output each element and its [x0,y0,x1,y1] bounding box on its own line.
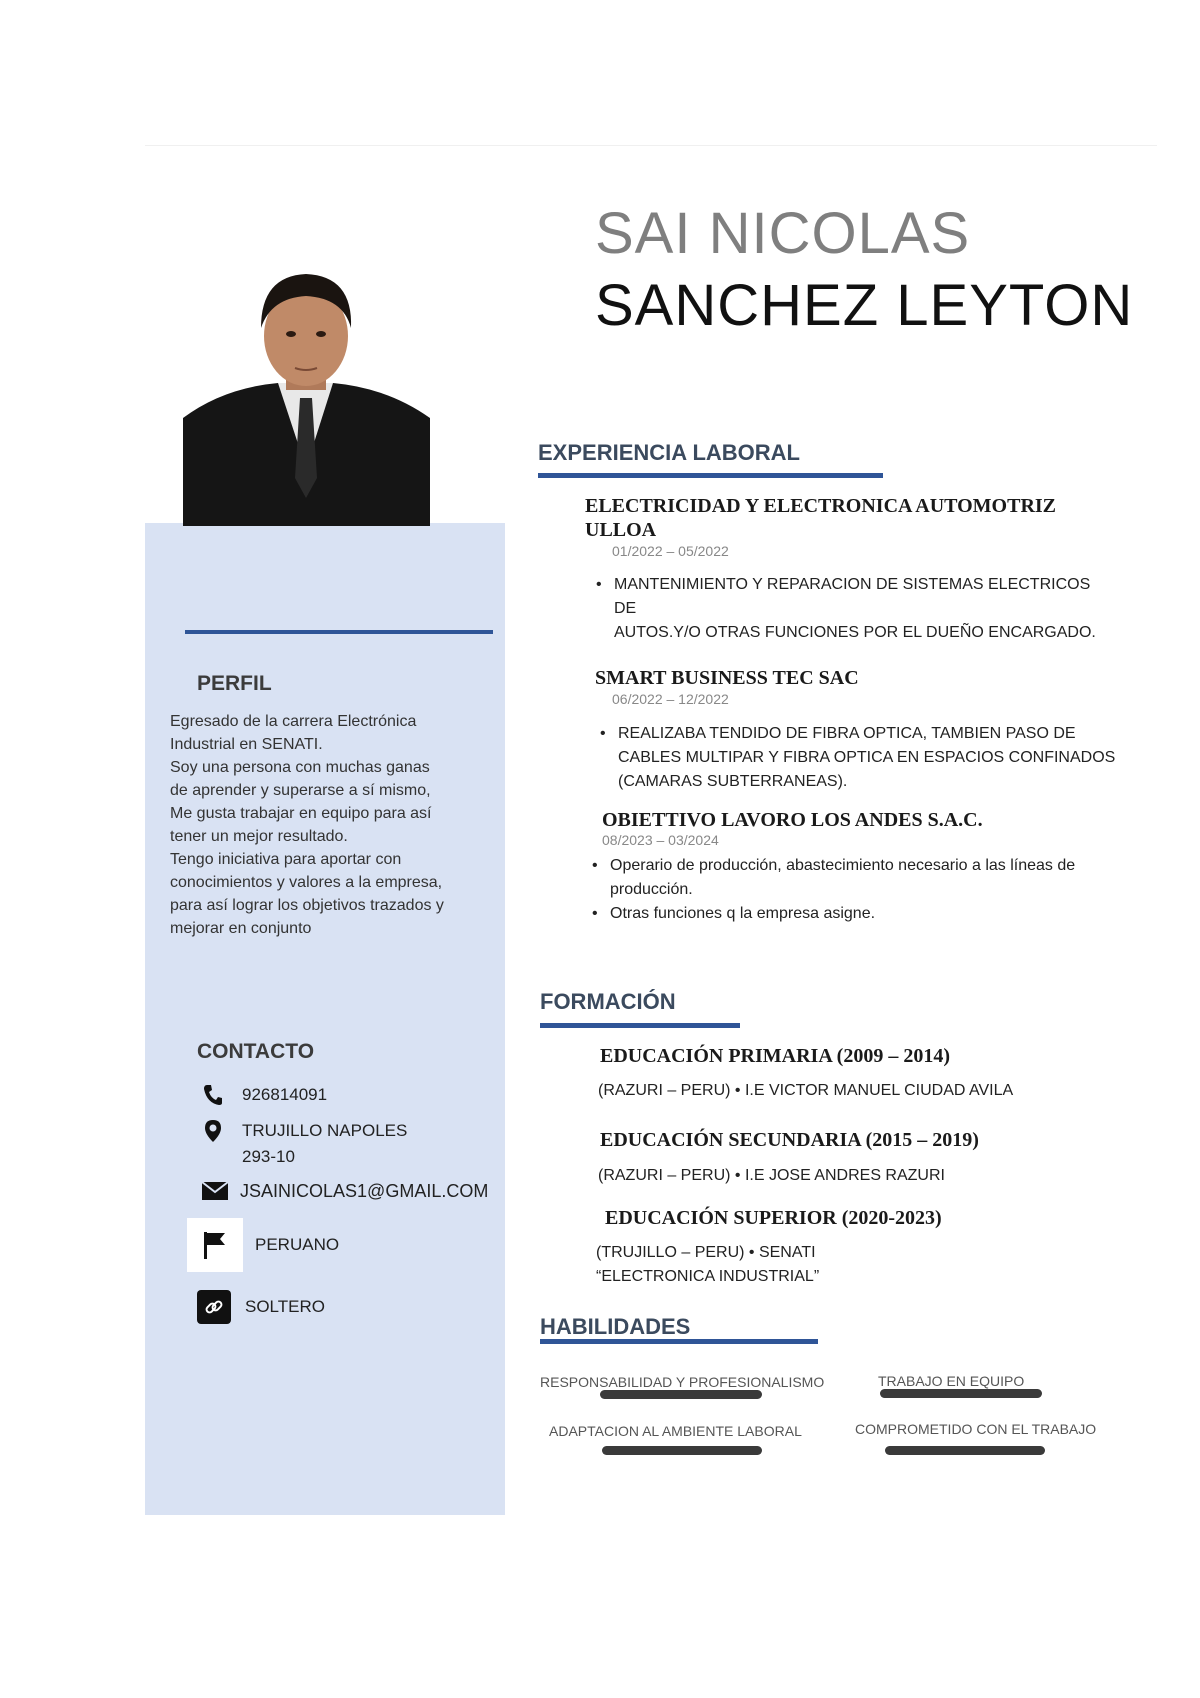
address-line: TRUJILLO NAPOLES [242,1121,408,1140]
first-name: SAI NICOLAS [595,201,971,266]
location-pin-icon [200,1118,226,1144]
job-company [585,494,1105,542]
education-title: EDUCACIÓN PRIMARIA (2009 – 2014) [600,1045,950,1067]
education-detail: (RAZURI – PERU) • I.E VICTOR MANUEL CIUDAD AVILA [598,1082,1014,1099]
list-item [588,854,1128,902]
job-bullets [588,854,1128,926]
skill-label: COMPROMETIDO CON EL TRABAJO [855,1421,1097,1437]
experience-heading: EXPERIENCIA LABORAL [538,440,800,465]
flag-icon [187,1218,243,1272]
phone-icon [200,1082,226,1108]
contact-phone [200,1082,327,1108]
email[interactable]: JSAINICOLAS1@GMAIL.COM [240,1181,489,1201]
address [242,1118,407,1170]
skill-label: ADAPTACION AL AMBIENTE LABORAL [549,1423,802,1439]
contact-civil-status [197,1290,325,1324]
education-underline [540,1023,740,1028]
job-company: OBIETTIVO LAVORO LOS ANDES S.A.C. [602,809,983,831]
contact-address [200,1118,407,1170]
skill-bar [600,1390,762,1399]
perfil-heading: PERFIL [197,672,272,695]
envelope-icon [200,1178,230,1204]
education-detail: (RAZURI – PERU) • I.E JOSE ANDRES RAZURI [598,1167,945,1184]
contact-email [200,1178,488,1204]
nationality: PERUANO [255,1235,340,1254]
perfil-line: Me gusta trabajar en equipo para así [170,805,432,822]
experience-underline [538,473,883,478]
last-name: SANCHEZ LEYTON [595,273,1134,338]
bullet-line: (CAMARAS SUBTERRANEAS). [618,773,848,790]
link-icon [197,1290,231,1324]
company-line: ELECTRICIDAD Y ELECTRONICA AUTOMOTRIZ [585,495,1057,517]
perfil-line: mejorar en conjunto [170,920,312,937]
bullet-line: MANTENIMIENTO Y REPARACION DE SISTEMAS ELECTRICOS DE [614,576,1091,617]
profile-photo [183,268,430,526]
list-item [588,902,1128,926]
job-dates: 06/2022 – 12/2022 [612,691,729,707]
skill-bar [885,1446,1045,1455]
perfil-text [170,710,470,940]
perfil-line: tener un mejor resultado. [170,828,348,845]
skills-heading: HABILIDADES [540,1314,691,1339]
company-line: ULLOA [585,519,657,541]
skill-bar [602,1446,762,1455]
education-detail [596,1241,819,1289]
address-line: 293-10 [242,1147,295,1166]
bullet-line: AUTOS.Y/O OTRAS FUNCIONES POR EL DUEÑO ENCARGADO. [614,624,1096,641]
top-divider [145,145,1157,146]
bullet-line: Otras funciones q la empresa asigne. [610,905,876,922]
skill-label: TRABAJO EN EQUIPO [878,1373,1025,1389]
bullet-line: REALIZABA TENDIDO DE FIBRA OPTICA, TAMBIEN PASO DE [618,725,1076,742]
job-bullets [592,573,1112,645]
bullet-line: CABLES MULTIPAR Y FIBRA OPTICA EN ESPACIOS CONFINADOS [618,749,1116,766]
perfil-line: Industrial en SENATI. [170,736,323,753]
skills-underline [540,1339,818,1344]
perfil-line: Soy una persona con muchas ganas [170,759,430,776]
sidebar-divider [185,630,493,634]
perfil-line: Tengo iniciativa para aportar con [170,851,402,868]
perfil-line: conocimientos y valores a la empresa, [170,874,443,891]
skill-label: RESPONSABILIDAD Y PROFESIONALISMO [540,1374,825,1390]
job-bullets [596,722,1116,794]
perfil-line: de aprender y superarse a sí mismo, [170,782,431,799]
education-detail-line: (TRUJILLO – PERU) • SENATI [596,1244,816,1261]
education-title: EDUCACIÓN SECUNDARIA (2015 – 2019) [600,1129,979,1151]
contacto-heading: CONTACTO [197,1040,315,1063]
civil-status: SOLTERO [245,1297,325,1316]
perfil-line: Egresado de la carrera Electrónica [170,713,417,730]
job-company: SMART BUSINESS TEC SAC [595,667,859,689]
job-dates: 08/2023 – 03/2024 [602,832,719,848]
education-detail-line: “ELECTRONICA INDUSTRIAL” [596,1268,820,1285]
skill-bar [880,1389,1042,1398]
bullet-line: Operario de producción, abastecimiento necesario a las líneas de [610,857,1076,874]
contact-nationality [187,1218,339,1272]
perfil-line: para así lograr los objetivos trazados y [170,897,444,914]
education-heading: FORMACIÓN [540,989,676,1014]
list-item [592,573,1112,645]
job-dates: 01/2022 – 05/2022 [612,543,729,559]
list-item [596,722,1116,794]
phone-number: 926814091 [242,1085,328,1104]
bullet-line: producción. [610,881,693,898]
education-title: EDUCACIÓN SUPERIOR (2020-2023) [605,1207,942,1229]
